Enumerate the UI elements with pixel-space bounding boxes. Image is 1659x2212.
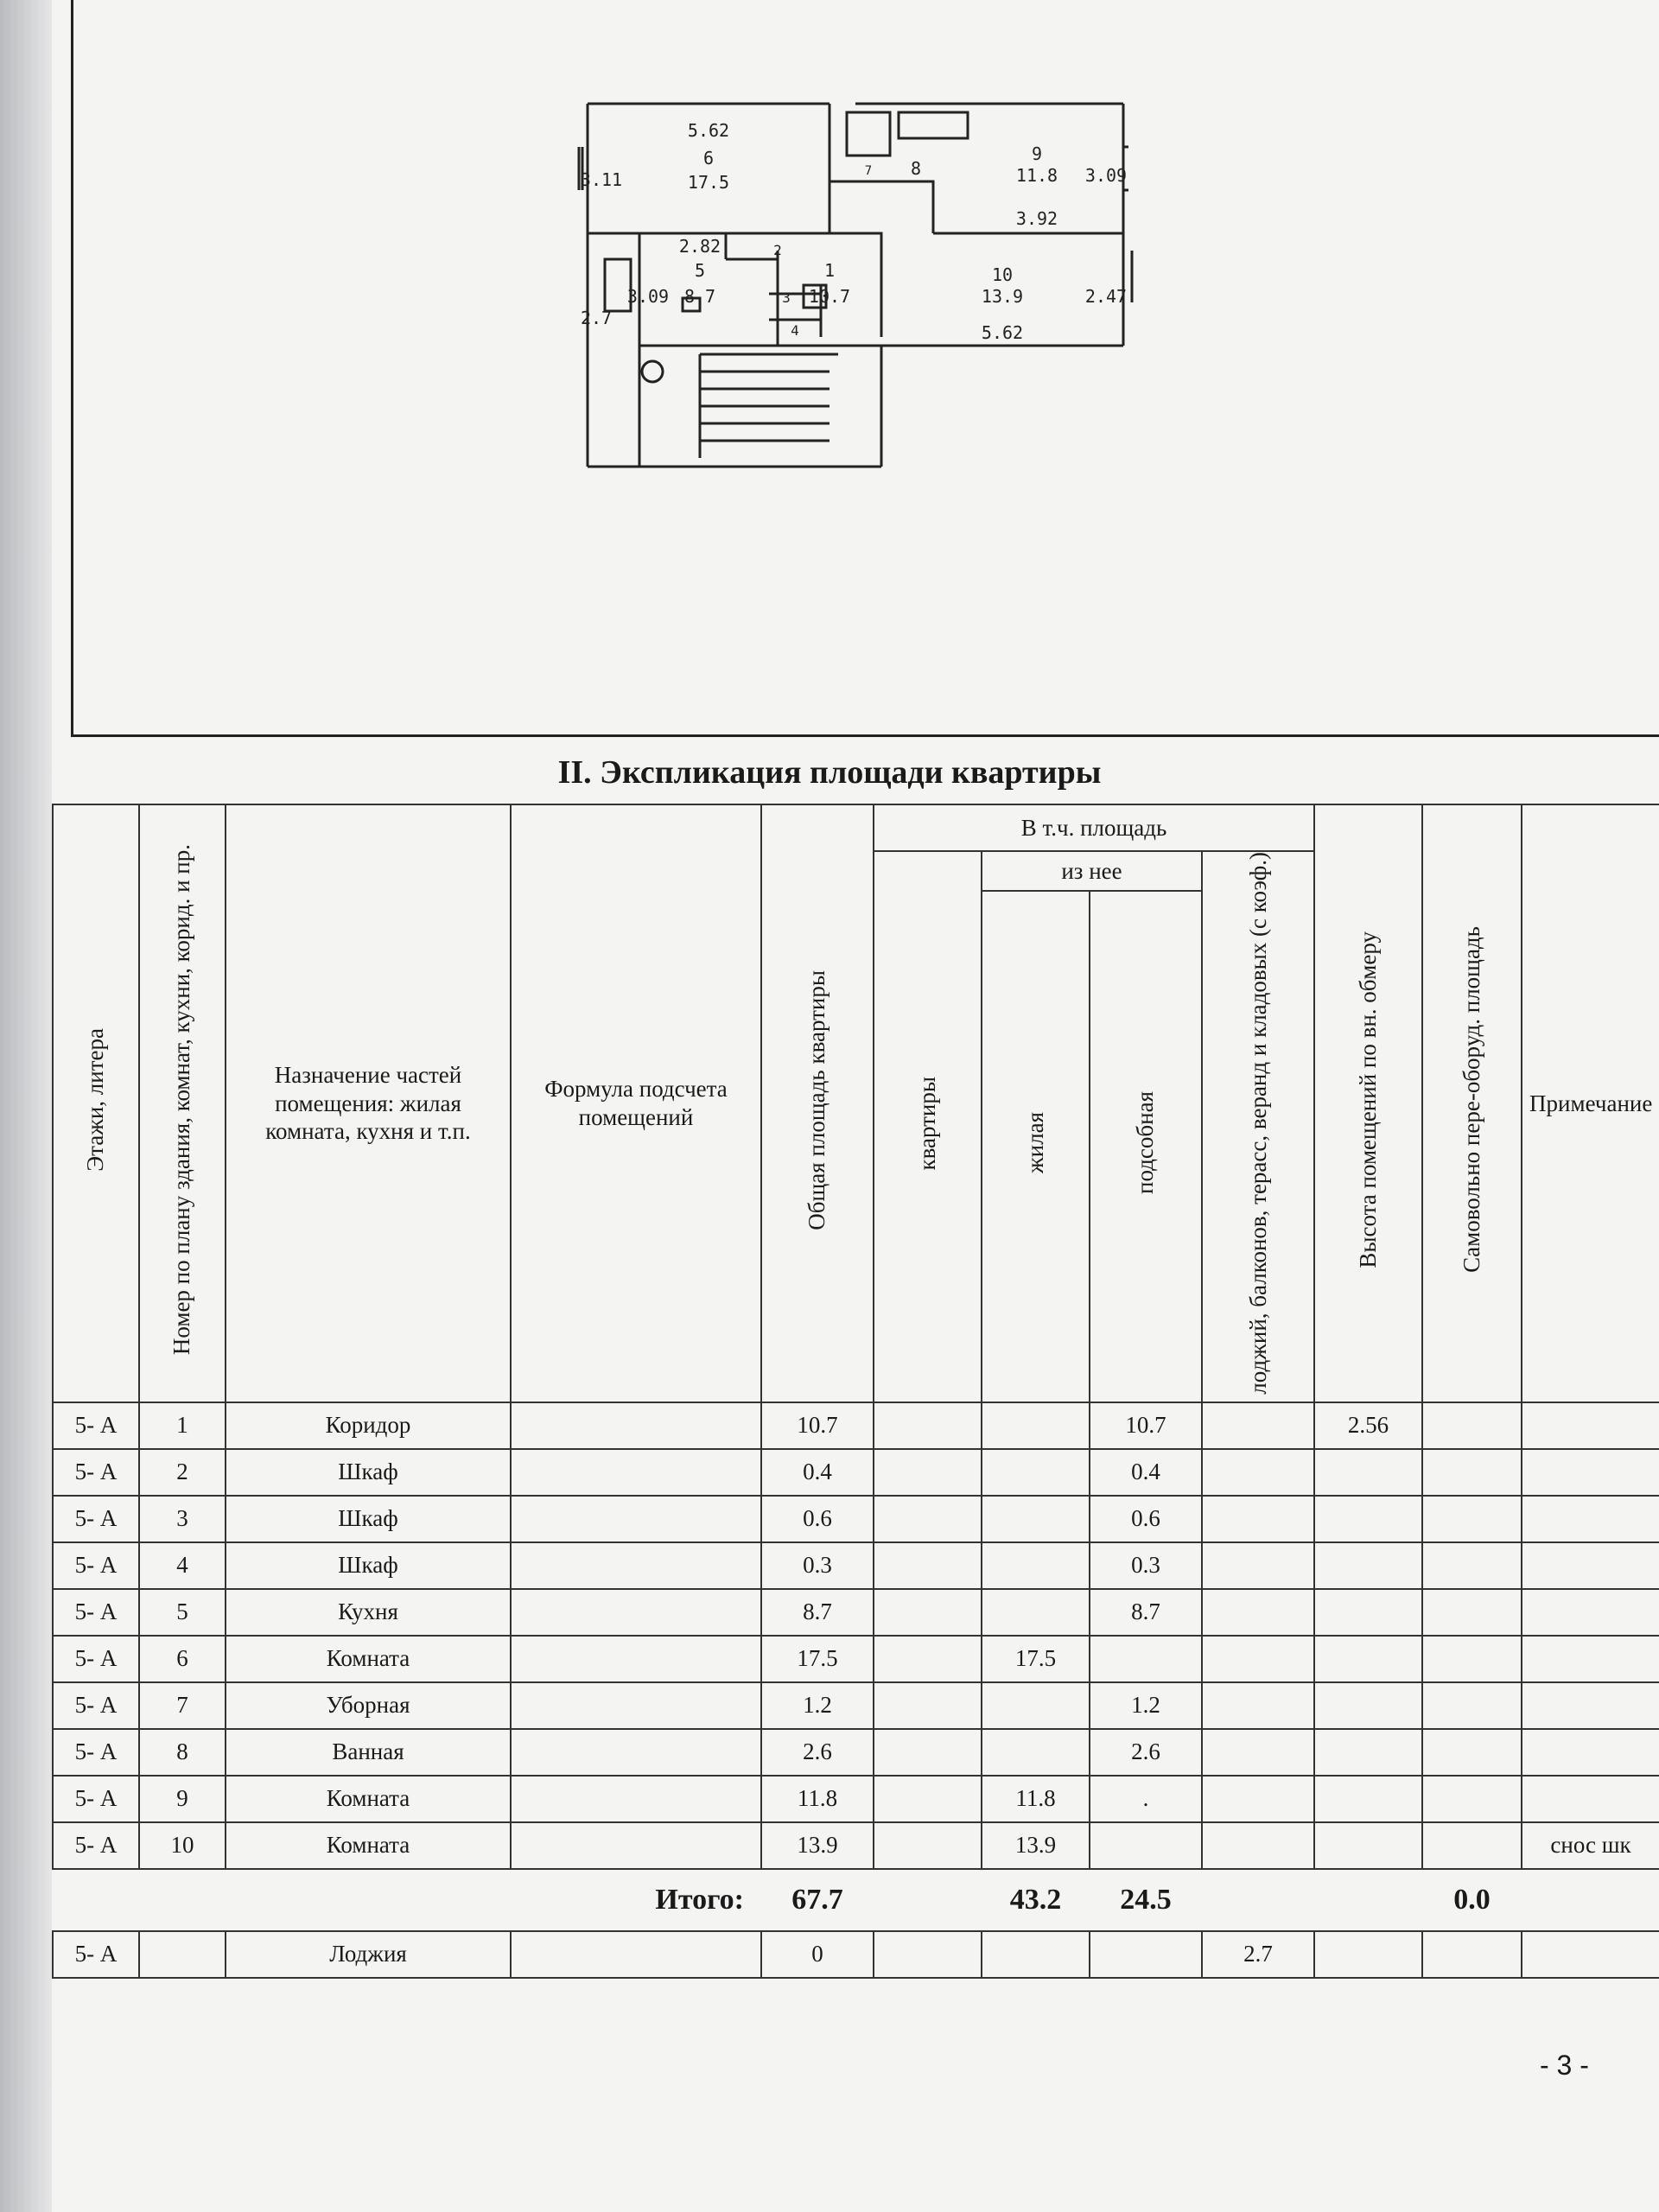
row-flat <box>874 1822 982 1869</box>
row-name: Комната <box>226 1636 511 1682</box>
plan-label: 2.82 <box>678 236 721 257</box>
row-flat <box>874 1542 982 1589</box>
row-floor: 5- А <box>53 1776 139 1822</box>
row-living <box>982 1589 1090 1636</box>
total-unauthorized-sum: 0.0 <box>1453 1883 1491 1916</box>
page-number: - 3 - <box>1540 2050 1589 2081</box>
plan-label: 10 <box>991 264 1014 285</box>
table-row <box>53 1729 1659 1776</box>
row-total: 8.7 <box>761 1589 874 1636</box>
row-unauthorized <box>1422 1402 1522 1449</box>
row-loggias <box>1202 1496 1314 1542</box>
row-name: Ванная <box>226 1729 511 1776</box>
table-row <box>53 1776 1659 1822</box>
plan-label: 6 <box>702 148 715 168</box>
row-loggias <box>1202 1682 1314 1729</box>
row-note <box>1522 1542 1659 1589</box>
floor-plan-drawing <box>570 95 1141 475</box>
table-row <box>53 1496 1659 1542</box>
header-total-area: Общая площадь квартиры <box>761 804 874 1402</box>
explication-title: II. Экспликация площади квартиры <box>557 754 1102 791</box>
row-flat <box>874 1729 982 1776</box>
row-total: 2.6 <box>761 1729 874 1776</box>
row-loggias <box>1202 1729 1314 1776</box>
row-aux: 0.3 <box>1090 1542 1202 1589</box>
row-floor: 5- А <box>53 1682 139 1729</box>
row-flat <box>874 1449 982 1496</box>
row-loggias <box>1202 1822 1314 1869</box>
row-living <box>982 1449 1090 1496</box>
row-name: Шкаф <box>226 1496 511 1542</box>
page-edge-shadow <box>0 0 52 2212</box>
row-unauthorized <box>1422 1729 1522 1776</box>
header-floor: Этажи, литера <box>53 804 139 1402</box>
header-height: Высота помещений по вн. обмеру <box>1314 804 1422 1402</box>
row-number: 8 <box>139 1729 226 1776</box>
row-height: 2.56 <box>1314 1402 1422 1449</box>
row-loggias <box>1202 1636 1314 1682</box>
floor-plan <box>570 95 1141 475</box>
plan-label: 8 <box>910 158 922 179</box>
plan-label: 5.62 <box>981 322 1024 343</box>
row-total: 11.8 <box>761 1776 874 1822</box>
loggia-floor: 5- А <box>53 1931 139 1978</box>
row-name: Комната <box>226 1776 511 1822</box>
explication-table <box>52 804 1659 1979</box>
header-note: Примечание <box>1522 804 1659 1402</box>
plan-label: 3.09 <box>626 286 670 307</box>
row-unauthorized <box>1422 1542 1522 1589</box>
table-row <box>53 1589 1659 1636</box>
row-formula <box>511 1449 761 1496</box>
row-number: 6 <box>139 1636 226 1682</box>
header-loggias: лоджий, балконов, терасс, веранд и кладовых (с коэф.) <box>1202 851 1314 1402</box>
plan-label: 5 <box>694 260 706 281</box>
row-total: 17.5 <box>761 1636 874 1682</box>
loggia-row <box>53 1931 1659 1978</box>
row-floor: 5- А <box>53 1589 139 1636</box>
plan-label: 2.47 <box>1084 286 1128 307</box>
row-number: 9 <box>139 1776 226 1822</box>
row-unauthorized <box>1422 1636 1522 1682</box>
row-loggias <box>1202 1542 1314 1589</box>
row-total: 10.7 <box>761 1402 874 1449</box>
row-height <box>1314 1589 1422 1636</box>
row-name: Шкаф <box>226 1449 511 1496</box>
plan-label: 8.7 <box>683 286 716 307</box>
row-name: Кухня <box>226 1589 511 1636</box>
row-height <box>1314 1776 1422 1822</box>
row-floor: 5- А <box>53 1496 139 1542</box>
plan-label: 10.7 <box>808 286 851 307</box>
row-name: Шкаф <box>226 1542 511 1589</box>
table-row <box>53 1402 1659 1449</box>
header-auxiliary: подсобная <box>1090 891 1202 1402</box>
row-unauthorized <box>1422 1496 1522 1542</box>
row-floor: 5- А <box>53 1449 139 1496</box>
row-living: 17.5 <box>982 1636 1090 1682</box>
plan-label: 2 <box>773 242 782 258</box>
total-row <box>53 1869 1659 1931</box>
row-number: 1 <box>139 1402 226 1449</box>
row-number: 10 <box>139 1822 226 1869</box>
row-formula <box>511 1542 761 1589</box>
row-flat <box>874 1776 982 1822</box>
row-flat <box>874 1636 982 1682</box>
row-height <box>1314 1682 1422 1729</box>
total-label: Итого: <box>655 1883 744 1916</box>
row-floor: 5- А <box>53 1402 139 1449</box>
header-living: жилая <box>982 891 1090 1402</box>
row-note <box>1522 1496 1659 1542</box>
plan-label: 11.8 <box>1015 165 1058 186</box>
row-floor: 5- А <box>53 1729 139 1776</box>
row-loggias <box>1202 1402 1314 1449</box>
row-loggias <box>1202 1589 1314 1636</box>
row-living <box>982 1729 1090 1776</box>
table-row <box>53 1542 1659 1589</box>
header-flat: квартиры <box>874 851 982 1402</box>
row-aux: . <box>1090 1776 1202 1822</box>
plan-label: 4 <box>791 322 799 339</box>
row-floor: 5- А <box>53 1822 139 1869</box>
row-number: 5 <box>139 1589 226 1636</box>
row-aux: 8.7 <box>1090 1589 1202 1636</box>
row-loggias <box>1202 1449 1314 1496</box>
row-unauthorized <box>1422 1776 1522 1822</box>
header-of-which: из нее <box>982 851 1202 891</box>
row-height <box>1314 1822 1422 1869</box>
header-number: Номер по плану здания, комнат, кухни, корид. и пр. <box>139 804 226 1402</box>
row-flat <box>874 1402 982 1449</box>
row-formula <box>511 1636 761 1682</box>
header-formula: Формула подсчета помещений <box>511 804 761 1402</box>
row-aux: 2.6 <box>1090 1729 1202 1776</box>
total-living-sum: 43.2 <box>1009 1883 1062 1916</box>
row-note <box>1522 1682 1659 1729</box>
row-note <box>1522 1636 1659 1682</box>
row-formula <box>511 1402 761 1449</box>
row-unauthorized <box>1422 1449 1522 1496</box>
loggia-total: 0 <box>761 1931 874 1978</box>
row-aux: 0.6 <box>1090 1496 1202 1542</box>
row-note <box>1522 1776 1659 1822</box>
row-name: Комната <box>226 1822 511 1869</box>
row-note <box>1522 1589 1659 1636</box>
row-unauthorized <box>1422 1822 1522 1869</box>
table-row <box>53 1682 1659 1729</box>
total-aux-sum: 24.5 <box>1120 1883 1172 1916</box>
row-name: Уборная <box>226 1682 511 1729</box>
plan-label: 3.92 <box>1015 208 1058 229</box>
row-formula <box>511 1496 761 1542</box>
row-unauthorized <box>1422 1589 1522 1636</box>
row-formula <box>511 1682 761 1729</box>
header-purpose: Назначение частей помещения: жилая комната, кухня и т.п. <box>226 804 511 1402</box>
row-height <box>1314 1496 1422 1542</box>
row-total: 13.9 <box>761 1822 874 1869</box>
plan-label: 9 <box>1031 143 1043 164</box>
row-floor: 5- А <box>53 1542 139 1589</box>
row-total: 0.3 <box>761 1542 874 1589</box>
row-aux <box>1090 1636 1202 1682</box>
plan-label: 2.7 <box>580 308 613 328</box>
row-living <box>982 1682 1090 1729</box>
row-height <box>1314 1542 1422 1589</box>
total-area-sum: 67.7 <box>791 1883 843 1916</box>
row-aux: 0.4 <box>1090 1449 1202 1496</box>
row-aux <box>1090 1822 1202 1869</box>
row-note <box>1522 1402 1659 1449</box>
row-number: 3 <box>139 1496 226 1542</box>
row-aux: 10.7 <box>1090 1402 1202 1449</box>
row-total: 1.2 <box>761 1682 874 1729</box>
plan-label: 3.11 <box>580 169 623 190</box>
plan-label: 3.09 <box>1084 165 1128 186</box>
row-floor: 5- А <box>53 1636 139 1682</box>
plan-label: 7 <box>864 164 873 178</box>
table-row <box>53 1636 1659 1682</box>
row-note: снос шк <box>1522 1822 1659 1869</box>
plan-label: 5.62 <box>687 120 730 141</box>
row-aux: 1.2 <box>1090 1682 1202 1729</box>
plan-label: 1 <box>823 260 836 281</box>
row-flat <box>874 1682 982 1729</box>
row-number: 2 <box>139 1449 226 1496</box>
row-flat <box>874 1496 982 1542</box>
row-formula <box>511 1589 761 1636</box>
plan-label: 17.5 <box>687 172 730 193</box>
row-living <box>982 1402 1090 1449</box>
row-total: 0.6 <box>761 1496 874 1542</box>
row-height <box>1314 1636 1422 1682</box>
row-formula <box>511 1776 761 1822</box>
row-formula <box>511 1729 761 1776</box>
header-unauthorized: Самовольно пере-оборуд. площадь <box>1422 804 1522 1402</box>
row-formula <box>511 1822 761 1869</box>
row-loggias <box>1202 1776 1314 1822</box>
loggia-name: Лоджия <box>226 1931 511 1978</box>
table-row <box>53 1449 1659 1496</box>
header-incl-area: В т.ч. площадь <box>874 804 1314 851</box>
row-height <box>1314 1729 1422 1776</box>
loggia-area: 2.7 <box>1202 1931 1314 1978</box>
row-living <box>982 1496 1090 1542</box>
row-note <box>1522 1729 1659 1776</box>
row-number: 7 <box>139 1682 226 1729</box>
plan-label: 3 <box>782 289 791 306</box>
table-row <box>53 1822 1659 1869</box>
row-height <box>1314 1449 1422 1496</box>
row-unauthorized <box>1422 1682 1522 1729</box>
plan-label: 13.9 <box>981 286 1024 307</box>
row-living: 13.9 <box>982 1822 1090 1869</box>
row-flat <box>874 1589 982 1636</box>
row-name: Коридор <box>226 1402 511 1449</box>
row-note <box>1522 1449 1659 1496</box>
row-number: 4 <box>139 1542 226 1589</box>
row-living <box>982 1542 1090 1589</box>
row-total: 0.4 <box>761 1449 874 1496</box>
row-living: 11.8 <box>982 1776 1090 1822</box>
